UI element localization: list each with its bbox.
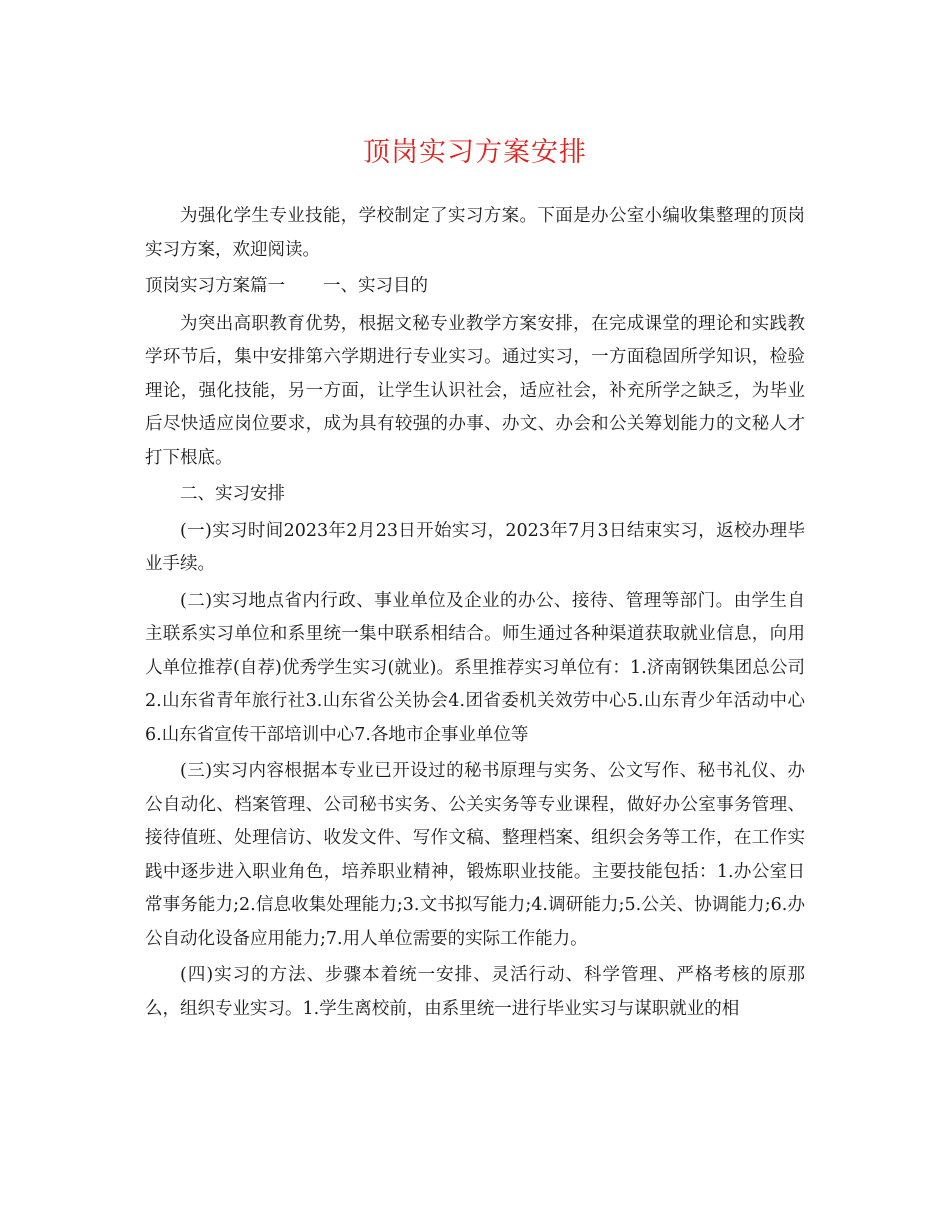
document-body [145, 200, 805, 1029]
item-content-paragraph: (三)实习内容根据本专业已开设过的秘书原理与实务、公文写作、秘书礼仪、办公自动化、档案管理、公司秘书实务、公关实务等专业课程，做好办公室事务管理、接待值班、处理信访、收发文件、写作文稿、整理档案、组织会务等工作，在工作实践中逐步进入职业角色，培养职业精神，锻炼职业技能。主要技能包括：1.办公室日常事务能力;2.信息收集处理能力;3.文书拟写能力;4.调研能力;5.公关、协调能力;6.办公自动化设备应用能力;7.用人单位需要的实际工作能力。 [145, 761, 805, 949]
section-header-row [145, 270, 805, 304]
purpose-paragraph: 为突出高职教育优势，根据文秘专业教学方案安排，在完成课堂的理论和实践教学环节后，集中安排第六学期进行专业实习。通过实习，一方面稳固所学知识，检验理论，强化技能，另一方面，让学生认识社会，适应社会，补充所学之缺乏，为毕业后尽快适应岗位要求，成为具有较强的办事、办文、办会和公关筹划能力的文秘人才打下根底。 [145, 313, 805, 468]
item-time-paragraph: (一)实习时间2023年2月23日开始实习，2023年7月3日结束实习，返校办理毕业手续。 [145, 520, 805, 574]
intro-paragraph: 为强化学生专业技能，学校制定了实习方案。下面是办公室小编收集整理的顶岗实习方案，欢迎阅读。 [145, 206, 805, 260]
heading-purpose: 一、实习目的 [323, 276, 428, 296]
item-method-paragraph: (四)实习的方法、步骤本着统一安排、灵活行动、科学管理、严格考核的原那么，组织专业实习。1.学生离校前，由系里统一进行毕业实习与谋职就业的相 [145, 965, 805, 1019]
heading-arrangement: 二、实习安排 [180, 484, 285, 504]
item-location-paragraph: (二)实习地点省内行政、事业单位及企业的办公、接待、管理等部门。由学生自主联系实习单位和系里统一集中联系相结合。师生通过各种渠道获取就业信息，向用人单位推荐(自荐)优秀学生实习(就业)。系里推荐实习单位有：1.济南钢铁集团总公司2.山东省青年旅行社3.山东省公关协会4.团省委机关效劳中心5.山东青少年活动中心6.山东省宣传干部培训中心7.各地市企事业单位等 [145, 590, 805, 745]
document-title: 顶岗实习方案安排 [363, 137, 587, 168]
section-label: 顶岗实习方案篇一 [145, 276, 285, 296]
